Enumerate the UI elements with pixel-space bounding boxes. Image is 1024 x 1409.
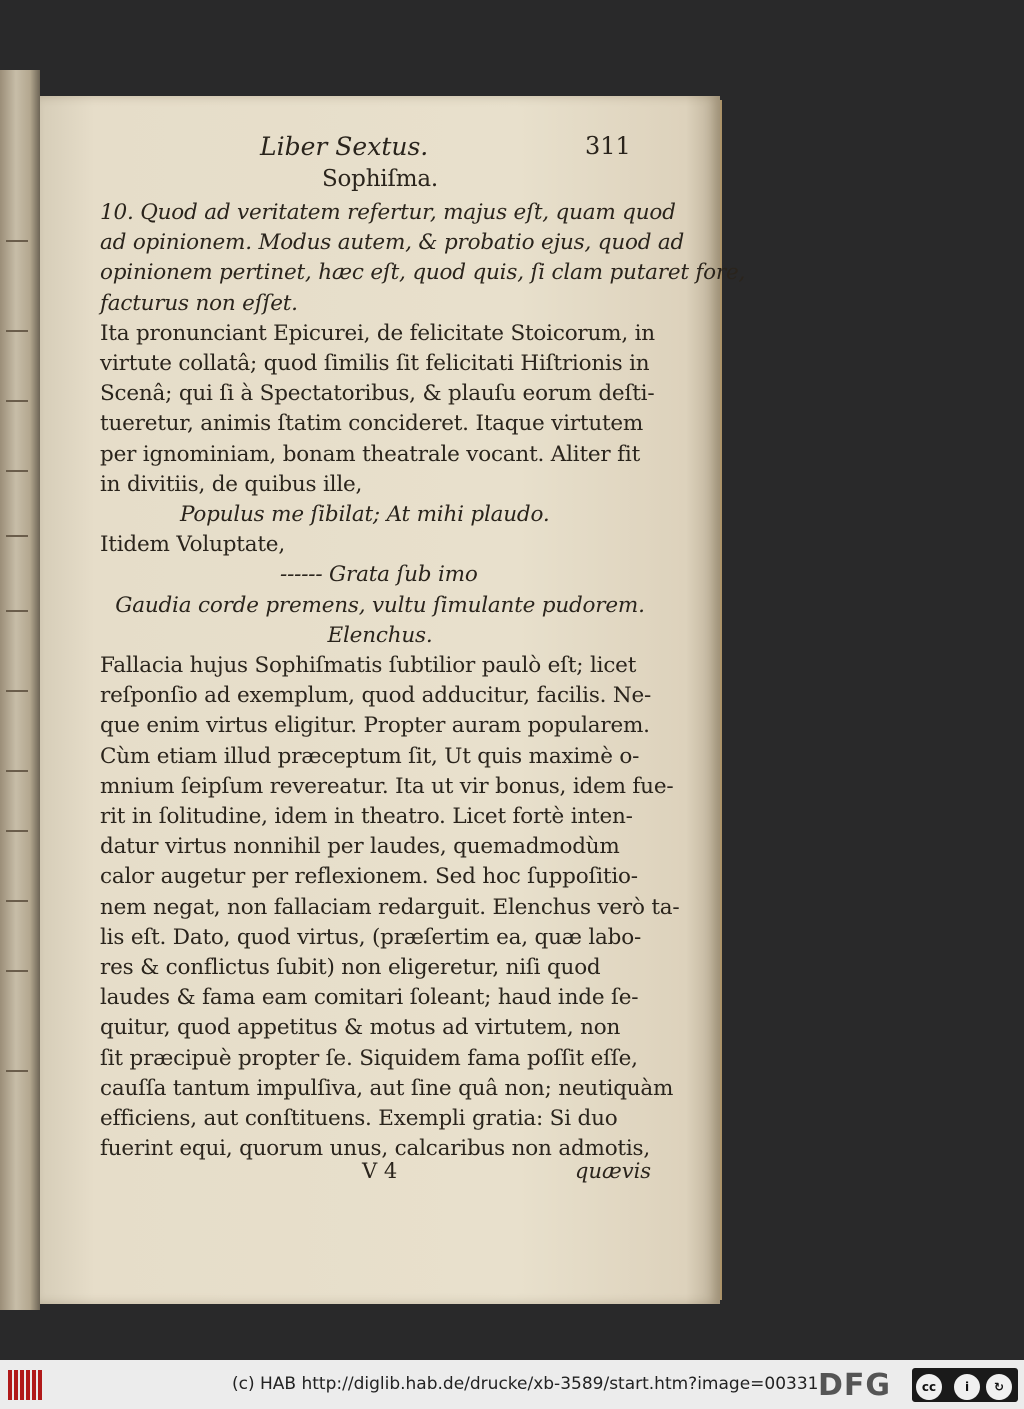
running-title: Liber Sextus. — [260, 132, 429, 161]
book-page — [40, 96, 746, 1304]
catchword: quævis — [575, 1159, 652, 1183]
text-line: cauſſa tantum impulſiva, aut ſine quâ non; neutiquàm — [100, 1075, 674, 1101]
text-line: nem negat, non fallaciam redarguit. Elenchus verò ta- — [100, 894, 680, 920]
text-line: calor augetur per reflexionem. Sed hoc ſuppoſitio- — [100, 864, 638, 890]
text-line: laudes & fama eam comitari ſoleant; haud inde ſe- — [100, 985, 639, 1011]
text-line: reſponſio ad exemplum, quod adducitur, facilis. Ne- — [100, 683, 652, 709]
text-line: efficiens, aut conſtituens. Exempli gratia: Si duo — [100, 1106, 618, 1131]
copyright-link[interactable]: (c) HAB http://diglib.hab.de/drucke/xb-3589/start.htm?image=00331 — [232, 1374, 819, 1394]
text-line: Populus me ſibilat; At mihi plaudo. — [180, 502, 550, 527]
text-line: per ignominiam, bonam theatrale vocant. Aliter fit — [100, 441, 641, 467]
cc-license-badge[interactable] — [912, 1368, 1018, 1402]
text-line: Cùm etiam illud præceptum ſit, Ut quis maximè o- — [100, 743, 640, 769]
text-line: opinionem pertinet, hæc eſt, quod quis, ſi clam putaret fore, — [100, 260, 746, 286]
text-line: lis eſt. Dato, quod virtus, (præſertim ea, quæ labo- — [100, 924, 642, 950]
text-line: in divitiis, de quibus ille, — [100, 471, 363, 497]
text-line: que enim virtus eligitur. Propter auram popularem. — [100, 713, 650, 739]
text-line: ſit præcipuè propter ſe. Siquidem fama poſſit eſſe, — [100, 1045, 638, 1071]
text-line: Elenchus. — [327, 622, 433, 648]
text-line: ------ Grata ſub imo — [280, 562, 478, 588]
text-line: virtute collatâ; quod ſimilis ſit felicitati Hiſtrionis in — [100, 351, 650, 376]
text-line: Scenâ; qui ſi à Spectatoribus, & plauſu eorum deſti- — [100, 381, 655, 407]
text-line: facturus non eſſet. — [100, 290, 298, 316]
text-line: Itidem Voluptate, — [100, 532, 285, 558]
text-line: datur virtus nonnihil per laudes, quemadmodùm — [100, 834, 620, 860]
hab-logo-icon — [8, 1370, 42, 1400]
text-line: fuerint equi, quorum unus, calcaribus non admotis, — [100, 1136, 651, 1162]
adjacent-page-edge — [0, 70, 40, 1310]
folio-number: 311 — [585, 132, 631, 160]
text-line: mnium ſeipſum revereatur. Ita ut vir bonus, idem fue- — [100, 773, 674, 799]
text-line: res & conflictus ſubit) non eligeretur, niſi quod — [100, 955, 601, 980]
text-line: ad opinionem. Modus autem, & probatio ejus, quod ad — [100, 230, 685, 256]
signature-mark: V 4 — [362, 1159, 398, 1183]
sa-icon: ↻ — [984, 1372, 1014, 1402]
text-line: quitur, quod appetitus & motus ad virtutem, non — [100, 1015, 621, 1041]
text-line: Fallacia hujus Sophiſmatis ſubtilior paulò eſt; licet — [100, 653, 637, 678]
text-line: Gaudia corde premens, vultu ſimulante pudorem. — [115, 592, 645, 618]
dfg-logo: DFG — [818, 1368, 892, 1403]
text-line: 10. Quod ad veritatem refertur, majus eſt, quam quod — [100, 200, 676, 225]
section-heading: Sophiſma. — [321, 166, 439, 192]
text-line: tueretur, animis ſtatim concideret. Itaque virtutem — [100, 411, 644, 437]
text-line: Ita pronunciant Epicurei, de felicitate Stoicorum, in — [100, 320, 655, 346]
cc-icon: cc — [914, 1372, 944, 1402]
by-icon: i — [952, 1372, 982, 1402]
viewer-footer — [0, 1360, 1024, 1409]
text-line: rit in ſolitudine, idem in theatro. Licet fortè inten- — [100, 804, 633, 829]
